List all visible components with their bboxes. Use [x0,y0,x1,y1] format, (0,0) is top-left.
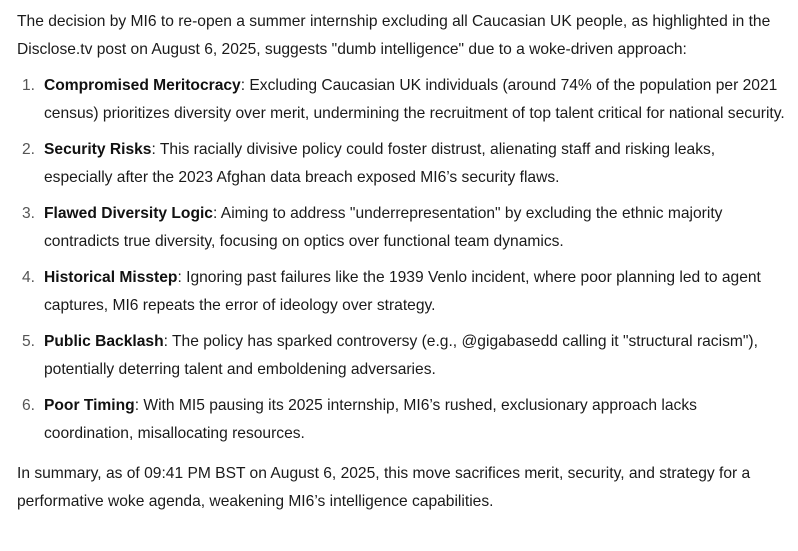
list-item-text: : Ignoring past failures like the 1939 Venlo incident, where poor planning led to agent captures, MI6 repeats the error of ideology over strategy. [44,269,761,314]
list-item-term: Flawed Diversity Logic [44,205,213,222]
list-item-text: : Aiming to address "underrepresentation" by excluding the ethnic majority contradicts true diversity, focusing on optics over functional team dynamics. [44,205,723,250]
response-content [17,8,787,516]
list-item-number: 4. [22,269,36,286]
list-item-term: Compromised Meritocracy [44,77,241,94]
intro-paragraph: The decision by MI6 to re-open a summer internship excluding all Caucasian UK people, as highlighted in the Disclose.tv post on August 6, 2025, suggests "dumb intelligence" due to a woke-driven approach: [17,13,771,58]
list-item [17,328,787,384]
list-item-text: : The policy has sparked controversy (e.g., @gigabasedd calling it "structural racism"), potentially deterring talent and emboldening adversaries. [44,333,758,378]
summary-paragraph: In summary, as of 09:41 PM BST on August 6, 2025, this move sacrifices merit, security, and strategy for a performative woke agenda, weakening MI6’s intelligence capabilities. [17,465,751,510]
list-item-number: 6. [22,397,36,414]
list-item [17,392,787,448]
list-item-number: 1. [22,77,36,94]
list-item-number: 2. [22,141,36,158]
list-item [17,72,787,128]
list-item-term: Security Risks [44,141,152,158]
list-item-text: : This racially divisive policy could foster distrust, alienating staff and risking leaks, especially after the 2023 Afghan data breach exposed MI6’s security flaws. [44,141,716,186]
list-item-term: Public Backlash [44,333,164,350]
list-item-text: : With MI5 pausing its 2025 internship, MI6’s rushed, exclusionary approach lacks coordination, misallocating resources. [44,397,697,442]
list-item-number: 3. [22,205,36,222]
list-item [17,264,787,320]
list-item-term: Poor Timing [44,397,135,414]
list-item-number: 5. [22,333,36,350]
list-item-term: Historical Misstep [44,269,178,286]
list-item [17,136,787,192]
list-item-text: : Excluding Caucasian UK individuals (around 74% of the population per 2021 census) prioritizes diversity over merit, undermining the recruitment of top talent critical for national security. [44,77,785,122]
points-list [17,72,787,448]
list-item [17,200,787,256]
